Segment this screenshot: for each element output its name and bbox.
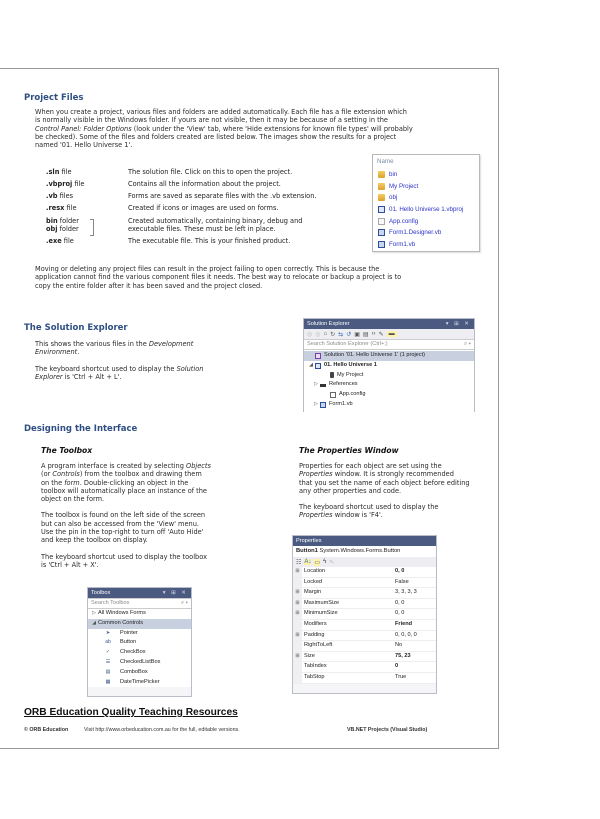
intro-line: Control Panel: Folder Options (look under the 'View' tab, where 'Hide extensions for known file types' will probably [35,124,413,133]
explorer-item[interactable] [373,192,479,204]
tree-node[interactable] [304,390,474,400]
toolbox-item[interactable] [88,648,191,658]
property-row[interactable] [293,620,436,631]
property-name: Padding [304,631,325,638]
property-value[interactable]: 0, 0, 0, 0 [395,631,417,638]
section-heading-designing: Designing the Interface [24,424,138,434]
properties-titlebar [293,536,436,546]
datetimepicker-icon: ▦ [105,678,111,685]
text-line: and keep the toolbox on display. [41,536,148,545]
footer-series: VB.NET Projects (Visual Studio) [347,727,428,733]
file-type: bin folder [46,217,79,225]
toolbox-item-label: CheckBox [120,649,146,656]
explorer-item[interactable] [373,215,479,227]
property-row[interactable] [293,631,436,642]
object-selector[interactable] [293,546,436,557]
windows-explorer-image [372,154,480,252]
alphabetical-icon[interactable]: A↓ [304,559,312,565]
property-row[interactable] [293,662,436,673]
pane-title: Properties [296,538,322,544]
folder-bracket [90,219,94,236]
explorer-item[interactable] [373,181,479,193]
vbproj-icon [378,206,385,213]
tree-node-label: 01. Hello Universe 1 [324,361,377,368]
forward-icon[interactable]: ◎ [315,331,321,338]
property-pages-icon[interactable]: ✎ [329,559,335,566]
toolbox-item[interactable] [88,668,191,678]
expand-arrow-icon[interactable]: ▷ [314,400,318,407]
property-value[interactable]: False [395,578,409,585]
toolbox-item[interactable] [88,629,191,639]
events-icon[interactable]: ϟ [323,559,327,565]
property-row[interactable] [293,673,436,684]
property-value[interactable]: 0 [395,663,399,670]
config-icon [330,392,336,398]
footer-visit: Visit http://www.orbeducation.com.au for the full, editable versions. [84,727,240,733]
property-name: RightToLeft [304,642,333,649]
property-name: Margin [304,589,322,596]
refresh-icon[interactable]: ↺ [346,331,352,338]
property-name: MinimumSize [304,610,338,617]
object-type: System.Windows.Forms.Button [319,548,401,554]
solution-explorer-titlebar [304,319,474,329]
text-line: (or Controls) from the toolbox and drawing them [41,470,202,479]
explorer-item-name: App.config [389,217,419,225]
property-name: MaximumSize [304,599,340,606]
text-line: The keyboard shortcut used to display the toolbox [41,552,207,561]
text-line: is 'Ctrl + Alt + X'. [41,560,99,569]
file-type-description: Created automatically, containing binary, debug and [128,217,303,225]
expand-arrow-icon[interactable]: ◢ [92,619,96,626]
sync-icon[interactable]: ⇆ [338,331,344,338]
text-line: that you set the name of each object before editing [299,478,470,487]
toolbox-item-label: DateTimePicker [120,678,160,685]
pending-changes-icon[interactable]: ↻ [330,331,336,338]
properties-pane [292,535,437,694]
search-placeholder: Search Toolbox [91,600,130,606]
file-type-description: The executable file. This is your finished product. [128,237,291,245]
expand-icon[interactable]: ⊞ [293,652,302,662]
property-row[interactable] [293,599,436,610]
preview-icon[interactable]: ▬ [388,331,395,337]
text-line: The toolbox is found on the left side of the screen [41,511,206,520]
intro-line: named '01. Hello Universe 1'. [35,141,133,150]
project-icon [315,363,321,369]
file-type-description: Created if icons or images are used on forms. [128,204,279,212]
name-column-header[interactable]: Name [377,158,394,165]
explorer-item-name: Form1.Designer.vb [389,229,442,237]
text-line: toolbox will automatically place an instance of the [41,486,207,495]
file-types-table [46,168,376,248]
property-name: Location [304,568,326,574]
explorer-item-name: obj [389,194,398,202]
references-icon [320,384,326,387]
text-line: on the form. Double-clicking an object in the [41,478,189,487]
back-icon[interactable]: ◎ [307,331,313,338]
expand-icon[interactable]: ⊞ [293,588,302,598]
text-line: Properties for each object are set using the [299,462,442,470]
form-icon [320,402,326,408]
property-value[interactable]: 3, 3, 3, 3 [395,589,417,596]
checkbox-icon: ✓ [105,649,111,656]
toolbox-search[interactable] [88,598,191,609]
solution-explorer-toolbar [304,329,474,339]
tree-node[interactable] [304,371,474,381]
pane-title: Solution Explorer [307,321,350,327]
explorer-item[interactable] [373,239,479,251]
solution-explorer-search[interactable] [304,339,474,350]
file-type-description: Forms are saved as separate files with the .vb extension. [128,192,317,200]
solution-icon [315,353,321,359]
tree-node-label: Solution '01. Hello Universe 1' (1 project) [324,352,426,358]
text-line: Use the pin in the top-right to turn off 'Auto Hide' [41,528,204,537]
search-placeholder: Search Solution Explorer (Ctrl+;) [307,341,388,347]
explorer-item[interactable] [373,169,479,181]
file-type-description: The solution file. Click on this to open the project. [128,168,293,176]
toolbox-heading: The Toolbox [41,446,93,455]
intro-line: When you create a project, various files and folders are added automatically. Each file has a file extension which [35,108,407,116]
home-icon[interactable]: ⌂ [323,331,328,337]
toolbox-titlebar [88,588,191,598]
text-line: object on the form. [41,495,105,504]
expand-arrow-icon[interactable]: ▷ [314,381,318,388]
expand-icon[interactable]: ⊞ [293,567,302,577]
outro-line: Moving or deleting any project files can result in the project failing to open correctly. This is because the [35,265,380,273]
vb-file-icon [378,241,385,248]
property-row[interactable] [293,567,436,578]
property-value[interactable]: 0, 0 [395,568,405,574]
property-row[interactable] [293,641,436,652]
toolbox-item-label: Pointer [120,629,138,636]
toolbox-item[interactable] [88,638,191,648]
expand-icon[interactable] [293,620,302,630]
file-type: .exe file [46,237,74,245]
intro-line: be checked). Some of the files and folders created are listed below. The images show the results for a project [35,132,397,141]
categorized-icon[interactable]: ☷ [296,559,302,566]
property-name: TabIndex [304,663,327,670]
text-line: but can also be accessed from the 'View' menu. [41,519,199,528]
collapse-all-icon[interactable]: ▣ [354,331,360,338]
text-line: Properties window. It is strongly recommended [299,470,454,479]
expand-icon[interactable]: ⊞ [293,599,302,609]
properties-wrench-icon[interactable]: ✎ [378,331,384,338]
property-name: Modifiers [304,620,327,627]
button-icon: ab [105,639,111,646]
pane-title: Toolbox [91,590,111,596]
toolbox-item[interactable] [88,678,191,688]
folder-icon [378,183,385,190]
property-value[interactable]: True [395,673,407,680]
footer-copyright: © ORB Education [24,727,69,733]
explorer-item-name: bin [389,171,398,179]
explorer-item-name: My Project [389,182,419,190]
file-type: .vb files [46,192,74,200]
vb-file-icon [378,229,385,236]
text-line: A program interface is created by selecting Objects [41,462,211,470]
footer-title: ORB Education Quality Teaching Resources [24,707,238,718]
property-row[interactable] [293,609,436,620]
intro-line: is normally visible in the Windows folder. If yours are not visible, then it may be because of a setting in the [35,116,388,125]
toolbox-group-label: All Windows Forms [98,610,146,616]
property-name: TabStop [304,673,325,680]
toolbox-group-label: Common Controls [98,619,144,626]
toolbox-pane [87,587,192,697]
combobox-icon: ▤ [105,668,111,675]
toolbox-item-label: CheckedListBox [120,658,161,665]
project-files-outro [35,265,495,290]
pointer-icon: ➤ [105,629,111,636]
solution-explorer-pane [303,318,475,412]
explorer-item-name: Form1.vb [389,240,416,248]
properties-text [299,462,499,520]
tree-node-label: Form1.vb [329,400,353,407]
expand-icon[interactable] [293,641,302,651]
outro-line: copy the entire folder after it has been saved and the project closed. [35,281,263,290]
properties-view-icon[interactable]: ▭ [314,559,321,566]
property-row[interactable] [293,652,436,663]
expand-icon[interactable] [293,673,302,683]
property-row[interactable] [293,578,436,589]
toolbox-text [41,462,281,569]
tree-node[interactable] [304,400,474,410]
checkedlistbox-icon: ☰ [105,658,111,665]
section-heading-project-files: Project Files [24,93,84,103]
expand-icon[interactable]: ⊞ [293,631,302,641]
tree-node-label: References [329,381,358,388]
property-value[interactable]: Friend [395,620,413,627]
text-line: Properties window is 'F4'. [299,511,383,520]
expand-icon[interactable] [293,662,302,672]
tree-node[interactable] [304,361,474,371]
property-name: Size [304,652,315,659]
project-files-intro [35,108,505,149]
search-icon[interactable]: ⌕ ▾ [463,341,471,347]
toolbox-item-label: Button [120,639,137,646]
toolbox-item-label: ComboBox [120,668,148,675]
text-line: The keyboard shortcut used to display the [299,503,439,512]
search-icon[interactable]: ⌕ ▾ [180,600,188,606]
property-value[interactable]: 0, 0 [395,610,405,617]
text-line: any other properties and code. [299,486,402,495]
wrench-icon [330,372,334,378]
property-value[interactable]: 0, 0 [395,599,405,606]
file-type: obj folder [46,225,79,233]
file-type: .sln file [46,168,72,176]
explorer-item-name: 01. Hello Universe 1.vbproj [389,206,464,214]
file-type-description: Contains all the information about the project. [128,180,281,188]
explorer-item[interactable] [373,227,479,239]
show-all-files-icon[interactable]: ▤ [362,331,369,338]
file-type: .resx file [46,204,77,212]
document-icon [378,218,385,225]
tree-node[interactable] [304,351,474,361]
explorer-item[interactable] [373,204,479,216]
file-type: .vbproj file [46,180,85,188]
expand-arrow-icon[interactable]: ▷ [92,610,96,616]
toolbox-group[interactable] [88,619,191,629]
outro-line: application cannot find the various component files it needs. The best way to relocate or backup a project is to [35,273,402,282]
expand-arrow-icon[interactable]: ◢ [309,361,313,368]
expand-icon[interactable] [293,578,302,588]
pane-window-controls[interactable]: ▾ ⊞ ✕ [162,590,188,596]
toolbox-item[interactable] [88,658,191,668]
property-name: Locked [304,578,323,585]
tree-node[interactable] [304,380,474,390]
tree-node-label: App.config [339,391,366,398]
pane-window-controls[interactable]: ▾ ⊞ ✕ [445,321,471,327]
solution-explorer-text: This shows the various files in the Development Environment. The keyboard shortcut used to display the Solution Explorer is 'Ctrl + Alt + L'. [35,340,204,381]
section-heading-solution-explorer: The Solution Explorer [24,323,128,333]
folder-icon [378,194,385,201]
property-value[interactable]: 75, 23 [395,652,411,659]
properties-heading: The Properties Window [299,446,399,455]
properties-toolbar [293,557,436,567]
expand-icon[interactable]: ⊞ [293,609,302,619]
view-code-icon[interactable]: ‹› [371,331,376,337]
toolbox-group[interactable] [88,609,191,619]
property-value[interactable]: No [395,642,403,649]
object-name: Button1 [296,548,318,554]
tree-node-label: My Project [337,371,364,378]
property-row[interactable] [293,588,436,599]
folder-icon [378,171,385,178]
file-type-description: executable files. These must be left in place. [128,225,276,233]
